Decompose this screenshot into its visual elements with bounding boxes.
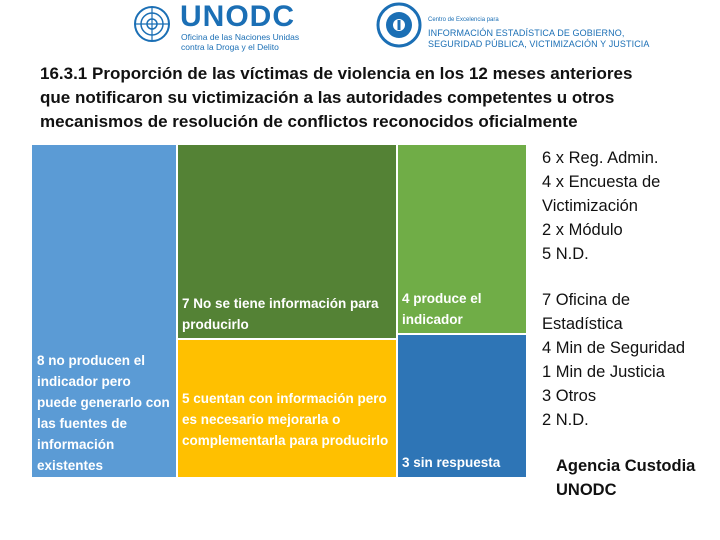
centro-logo-pre: Centro de Excelencia para: [428, 17, 499, 23]
treemap-label-no-informacion: 7 No se tiene información para producirlo: [182, 296, 379, 332]
treemap-tile-produce: [398, 145, 526, 333]
treemap-tile-cuentan-informacion: [178, 340, 396, 477]
un-emblem-icon: [132, 4, 172, 44]
treemap-label-no-producen: 8 no producen el indicador pero puede generarlo con las fuentes de información existentes: [37, 353, 170, 473]
custodian-note: Agencia Custodia UNODC: [556, 457, 696, 499]
unodc-logo-subtitle: Oficina de las Naciones Unidas contra la Droga y el Delito: [181, 32, 300, 52]
centro-logo-line-2: SEGURIDAD PÚBLICA, VICTIMIZACIÓN Y JUSTICIA: [428, 39, 650, 49]
treemap-tile-no-informacion: [178, 145, 396, 338]
treemap-chart: [32, 145, 526, 477]
institutions-note: 7 Oficina de Estadística 4 Min de Seguridad 1 Min de Justicia 3 Otros 2 N.D.: [542, 291, 686, 429]
treemap-label-cuentan-informacion: 5 cuentan con información pero es necesario mejorarla o complementarla para producirlo: [182, 391, 389, 448]
treemap-label-sin-respuesta: 3 sin respuesta: [402, 455, 501, 470]
centro-logo-line-1: INFORMACIÓN ESTADÍSTICA DE GOBIERNO,: [428, 28, 625, 38]
treemap-tile-sin-respuesta: [398, 335, 526, 477]
treemap-tile-no-producen: [32, 145, 176, 477]
centro-emblem-icon: [376, 2, 422, 48]
unodc-logo-name: UNODC: [180, 0, 295, 33]
treemap-label-produce: 4 produce el indicador: [402, 291, 482, 327]
page-title: 16.3.1 Proporción de las víctimas de violencia en los 12 meses anteriores que notificaron su victimización a las autoridades competentes u otros mecanismos de resolución de conflictos reconocidos oficialmente: [40, 64, 633, 131]
sources-note: 6 x Reg. Admin. 4 x Encuesta de Victimización 2 x Módulo 5 N.D.: [542, 149, 661, 263]
